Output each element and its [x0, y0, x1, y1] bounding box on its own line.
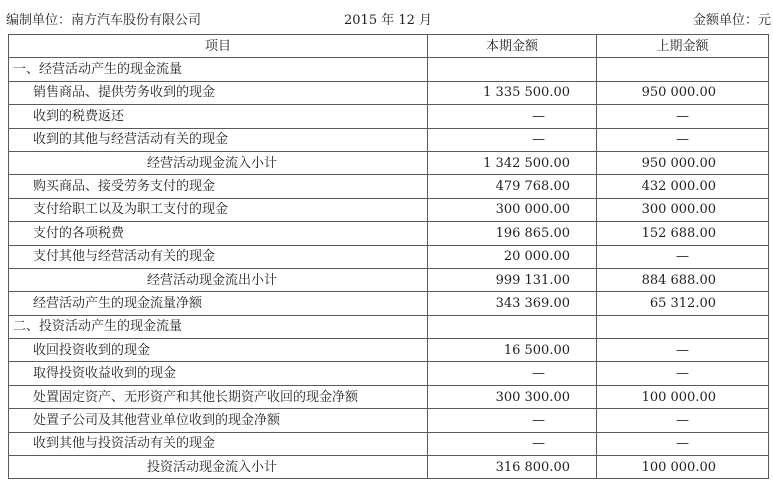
previous-period-amount: — — [597, 432, 769, 455]
current-period-amount: 479 768.00 — [428, 175, 597, 198]
previous-period-amount: 300 000.00 — [597, 198, 769, 221]
table-row — [9, 409, 769, 432]
table-row — [9, 385, 769, 408]
current-period-amount: 300 000.00 — [428, 198, 597, 221]
current-period-amount: — — [428, 432, 597, 455]
column-header-item: 项目 — [9, 35, 428, 58]
table-row — [9, 222, 769, 245]
table-row — [9, 128, 769, 151]
table-body — [9, 58, 769, 479]
row-item-label: 支付其他与经营活动有关的现金 — [9, 245, 428, 268]
row-item-label: 二、投资活动产生的现金流量 — [9, 315, 428, 338]
previous-period-amount: — — [597, 105, 769, 128]
currency-unit: 金额单位：元 — [692, 13, 771, 28]
row-item-label: 销售商品、提供劳务收到的现金 — [9, 81, 428, 104]
previous-period-amount: 432 000.00 — [597, 175, 769, 198]
row-item-label: 支付的各项税费 — [9, 222, 428, 245]
row-item-label: 处置固定资产、无形资产和其他长期资产收回的现金净额 — [9, 385, 428, 408]
subtotal-row — [9, 151, 769, 174]
previous-period-amount: 100 000.00 — [597, 385, 769, 408]
current-period-amount: — — [428, 362, 597, 385]
row-item-label: 收回投资收到的现金 — [9, 339, 428, 362]
previous-period-amount: 950 000.00 — [597, 151, 769, 174]
row-item-label: 经营活动现金流入小计 — [9, 151, 428, 174]
row-item-label: 经营活动产生的现金流量净额 — [9, 292, 428, 315]
current-period-amount: 196 865.00 — [428, 222, 597, 245]
section-header-row — [9, 315, 769, 338]
report-period: 2015 年 12 月 — [344, 13, 433, 28]
current-period-amount: 1 342 500.00 — [428, 151, 597, 174]
column-header-previous: 上期金额 — [597, 35, 769, 58]
current-period-amount — [428, 58, 597, 81]
current-period-amount: — — [428, 105, 597, 128]
row-item-label: 收到其他与投资活动有关的现金 — [9, 432, 428, 455]
row-item-label: 购买商品、接受劳务支付的现金 — [9, 175, 428, 198]
subtotal-row — [9, 456, 769, 479]
previous-period-amount: 100 000.00 — [597, 456, 769, 479]
previous-period-amount: — — [597, 339, 769, 362]
current-period-amount — [428, 315, 597, 338]
previous-period-amount: 884 688.00 — [597, 268, 769, 291]
cash-flow-table — [8, 34, 769, 479]
current-period-amount: 20 000.00 — [428, 245, 597, 268]
row-item-label: 投资活动现金流入小计 — [9, 456, 428, 479]
current-period-amount: 343 369.00 — [428, 292, 597, 315]
current-period-amount: 316 800.00 — [428, 456, 597, 479]
current-period-amount: 300 300.00 — [428, 385, 597, 408]
table-row — [9, 339, 769, 362]
table-row — [9, 292, 769, 315]
row-item-label: 经营活动现金流出小计 — [9, 268, 428, 291]
reporting-unit: 编制单位：南方汽车股份有限公司 — [6, 13, 202, 28]
report-header — [0, 0, 773, 34]
row-item-label: 支付给职工以及为职工支付的现金 — [9, 198, 428, 221]
subtotal-row — [9, 268, 769, 291]
table-row — [9, 105, 769, 128]
row-item-label: 取得投资收益收到的现金 — [9, 362, 428, 385]
current-period-amount: 16 500.00 — [428, 339, 597, 362]
table-row — [9, 432, 769, 455]
previous-period-amount: 65 312.00 — [597, 292, 769, 315]
previous-period-amount — [597, 58, 769, 81]
current-period-amount: 1 335 500.00 — [428, 81, 597, 104]
table-row — [9, 362, 769, 385]
row-item-label: 收到的其他与经营活动有关的现金 — [9, 128, 428, 151]
table-row — [9, 198, 769, 221]
current-period-amount: — — [428, 128, 597, 151]
previous-period-amount: — — [597, 245, 769, 268]
current-period-amount: — — [428, 409, 597, 432]
previous-period-amount: — — [597, 409, 769, 432]
previous-period-amount — [597, 315, 769, 338]
previous-period-amount: 950 000.00 — [597, 81, 769, 104]
table-row — [9, 245, 769, 268]
row-item-label: 收到的税费返还 — [9, 105, 428, 128]
table-row — [9, 175, 769, 198]
column-header-current: 本期金额 — [428, 35, 597, 58]
current-period-amount: 999 131.00 — [428, 268, 597, 291]
section-header-row — [9, 58, 769, 81]
previous-period-amount: — — [597, 128, 769, 151]
row-item-label: 一、经营活动产生的现金流量 — [9, 58, 428, 81]
previous-period-amount: — — [597, 362, 769, 385]
previous-period-amount: 152 688.00 — [597, 222, 769, 245]
row-item-label: 处置子公司及其他营业单位收到的现金净额 — [9, 409, 428, 432]
table-header-row — [9, 35, 769, 58]
table-row — [9, 81, 769, 104]
